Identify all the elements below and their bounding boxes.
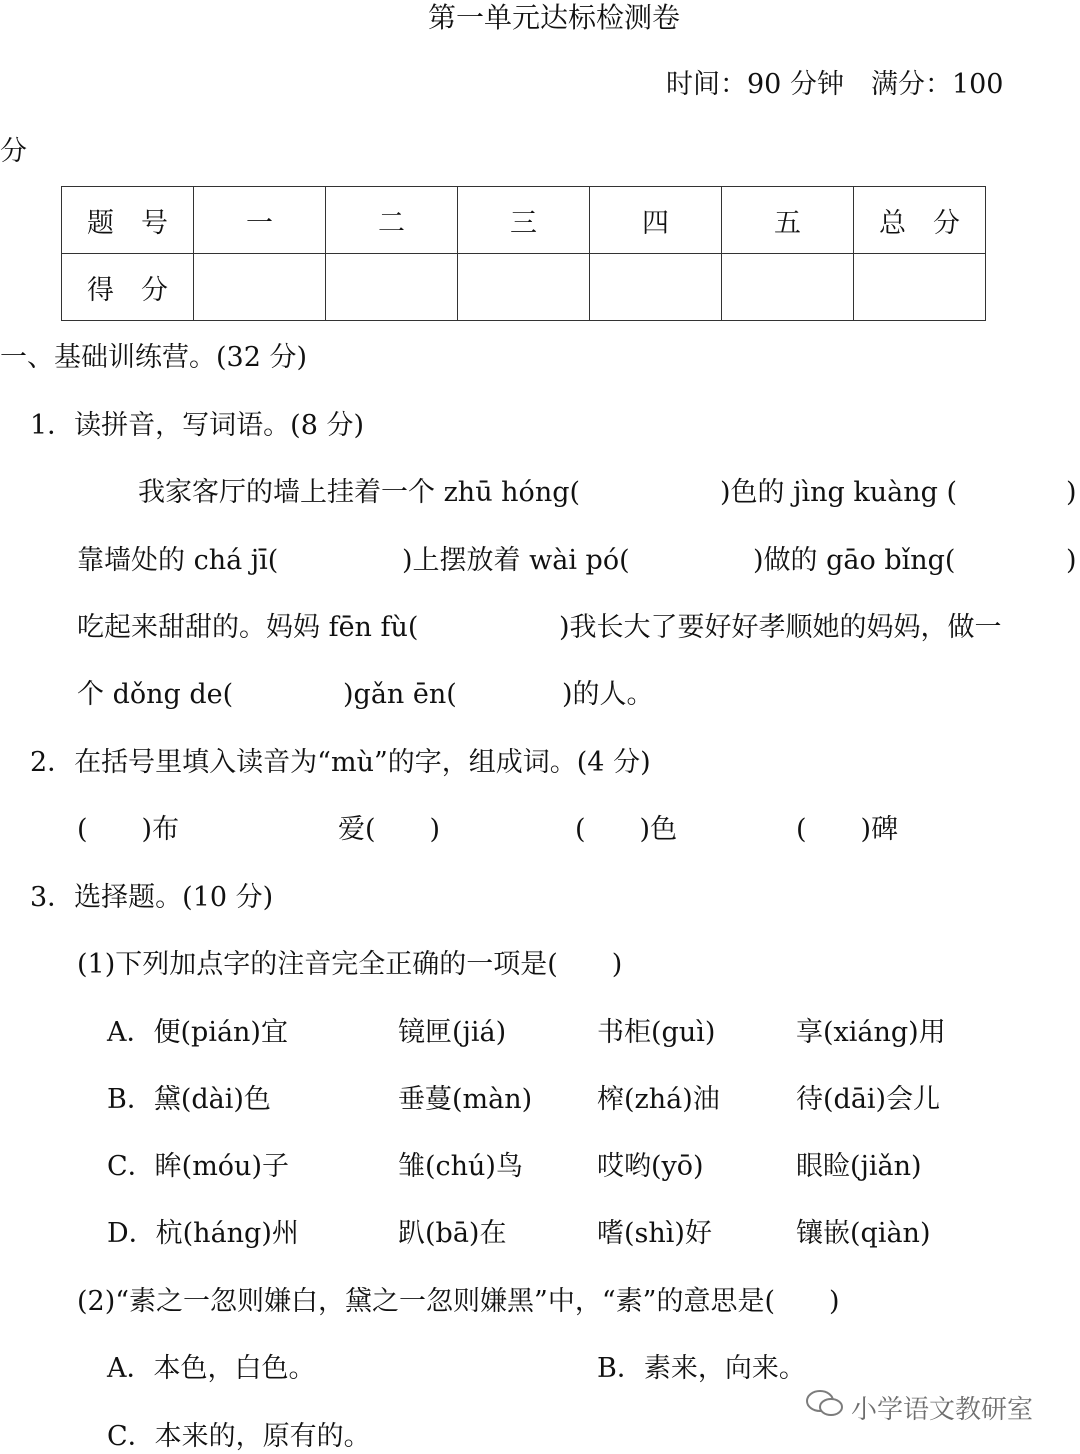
table-header-cell: 五: [722, 187, 854, 254]
q3-1-option-cell: B．黛(dài)色: [107, 1084, 271, 1115]
q3-1-option-cell: 镶嵌(qiàn): [796, 1218, 931, 1249]
q1-line-segment: )我长大了要好好孝顺她的妈妈，做一: [559, 612, 1002, 643]
q1-line-segment: )色的 jìng kuàng (: [720, 477, 958, 508]
q3-1-question: (1)下列加点字的注音完全正确的一项是( ): [77, 949, 623, 980]
q1-line-segment: )gǎn ēn(: [343, 679, 457, 710]
score-cell[interactable]: [458, 254, 590, 321]
q2-item: 爱( ): [338, 814, 441, 845]
exam-time-score: 时间：90 分钟 满分：100: [666, 69, 1004, 100]
table-header-cell: 二: [326, 187, 458, 254]
q1-line-segment: 个 dǒng de(: [77, 679, 234, 710]
table-header-cell: 三: [458, 187, 590, 254]
q1-line-segment: )做的 gāo bǐng(: [753, 545, 956, 576]
q3-2-option-c: C．本来的，原有的。: [107, 1421, 371, 1452]
q3-2-option-a: A．本色，白色。: [107, 1353, 316, 1384]
table-header-cell: 四: [590, 187, 722, 254]
q3-1-option-cell: 待(dāi)会儿: [796, 1084, 941, 1115]
q1-line-segment: 靠墙处的 chá jī(: [77, 545, 279, 576]
q2-item: ( )碑: [796, 814, 899, 845]
q3-1-option-cell: 垂蔓(màn): [398, 1084, 533, 1115]
q3-1-option-cell: C．眸(móu)子: [107, 1151, 289, 1182]
q3-1-option-cell: 享(xiáng)用: [796, 1017, 946, 1048]
exam-title: 第一单元达标检测卷: [428, 1, 681, 34]
q3-1-option-cell: 雏(chú)鸟: [398, 1151, 523, 1182]
q3-title: 3．选择题。(10 分): [30, 882, 274, 913]
watermark: [805, 1388, 1033, 1427]
q1-line-segment: )的人。: [562, 679, 654, 710]
q1-line-segment: 吃起来甜甜的。妈妈 fēn fù(: [77, 612, 419, 643]
q3-1-option-cell: 榨(zhá)油: [597, 1084, 720, 1115]
table-row-label: 得 分: [62, 254, 194, 321]
q1-line-segment: 我家客厅的墙上挂着一个 zhū hóng(: [138, 477, 581, 508]
table-header-cell: 总 分: [854, 187, 986, 254]
q3-1-option-cell: 嗜(shì)好: [597, 1218, 712, 1249]
q2-item: ( )色: [575, 814, 678, 845]
q3-2-option-b: B．素来，向来。: [597, 1353, 806, 1384]
q3-1-option-cell: 镜匣(jiá): [398, 1017, 507, 1048]
table-header-cell: 一: [194, 187, 326, 254]
score-cell[interactable]: [590, 254, 722, 321]
q1-line-segment: ): [1066, 477, 1077, 508]
score-cell[interactable]: [854, 254, 986, 321]
q3-1-option-cell: 哎哟(yō): [597, 1151, 704, 1182]
score-cell[interactable]: [326, 254, 458, 321]
score-cell[interactable]: [194, 254, 326, 321]
q3-1-option-cell: A．便(pián)宜: [107, 1017, 288, 1048]
table-header-cell: 题 号: [62, 187, 194, 254]
watermark-text: 小学语文教研室: [851, 1395, 1034, 1425]
q3-2-question: (2)“素之一忽则嫌白，黛之一忽则嫌黑”中，“素”的意思是( ): [77, 1286, 840, 1317]
section-heading: 一、基础训练营。(32 分): [0, 342, 308, 373]
wechat-icon: [805, 1388, 845, 1427]
q1-line-segment: )上摆放着 wài pó(: [402, 545, 630, 576]
q1-title: 1．读拼音，写词语。(8 分): [30, 410, 365, 441]
q3-1-option-cell: D．杭(háng)州: [107, 1218, 299, 1249]
q1-line-segment: ): [1066, 545, 1077, 576]
score-cell[interactable]: [722, 254, 854, 321]
q2-item: ( )布: [77, 814, 180, 845]
q3-1-option-cell: 眼睑(jiǎn): [796, 1151, 922, 1182]
score-table: [61, 186, 986, 321]
q3-1-option-cell: 趴(bā)在: [398, 1218, 507, 1249]
exam-time-score-wrap: 分: [0, 136, 27, 167]
q3-1-option-cell: 书柜(guì): [597, 1017, 716, 1048]
q2-title: 2．在括号里填入读音为“mù”的字，组成词。(4 分): [30, 747, 651, 778]
